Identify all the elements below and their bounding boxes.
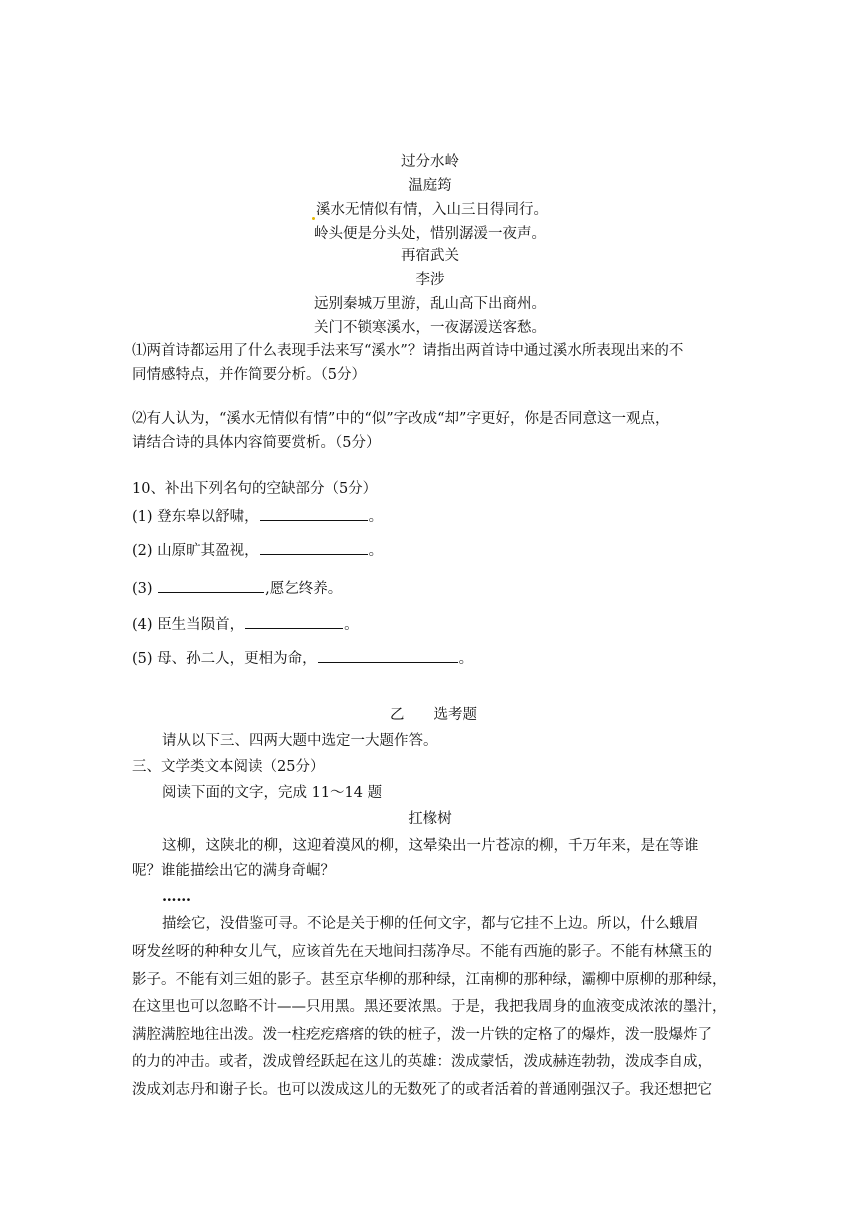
- fill-item-3-prompt: (3): [132, 581, 158, 597]
- poem1-author: 温庭筠: [408, 178, 452, 194]
- fill-item-5-prompt: (5) 母、孙二人，更相为命，: [132, 651, 317, 667]
- poem2-line2: 关门不锁寒溪水，一夜潺湲送客愁。: [314, 320, 546, 336]
- poem1-line1: [0, 200, 860, 220]
- fill-item-1-end: 。: [368, 509, 384, 525]
- fill-item-3-end: ,愿乞终养。: [265, 581, 343, 597]
- para2-line: 描绘它，没借鉴可寻。不论是关于柳的任何文字，都与它挂不上边。所以，什么蛾眉: [162, 916, 699, 932]
- fill-item-2: [132, 540, 383, 561]
- para2-line: 的力的冲击。或者，泼成曾经跃起在这儿的英雄：泼成蒙恬，泼成赫连勃勃，泼成李自成，: [132, 1054, 712, 1070]
- ellipsis: ……: [162, 888, 191, 905]
- fill-item-1-prompt: (1) 登东皋以舒啸，: [132, 509, 259, 525]
- poem1-line1-text: 溪水无情似有情，入山三日得同行。: [316, 202, 548, 218]
- para1-line1: 这柳，这陕北的柳，这迎着漠风的柳，这晕染出一片苍凉的柳，千万年来，是在等谁: [162, 838, 699, 854]
- poem1-title: 过分水岭: [401, 154, 459, 170]
- question-9-1-line2: 同情感特点，并作简要分析。（5分）: [132, 367, 366, 383]
- para2-line: 在这里也可以忽略不计——只用黑。黑还要浓黑。于是，我把我周身的血液变成浓浓的墨汁，: [132, 999, 727, 1015]
- fill-item-5: [132, 648, 473, 669]
- mark-dot-icon: [312, 217, 315, 220]
- fill-item-4: [132, 614, 359, 635]
- question-10-title: 10、补出下列名句的空缺部分（5分）: [132, 481, 378, 497]
- poem2-title: 再宿武关: [401, 248, 459, 264]
- question-9-2-line1: ⑵有人认为，“溪水无情似有情”中的“似”字改成“却”字更好，你是否同意这一观点，: [132, 411, 670, 427]
- fill-item-1: [132, 506, 383, 527]
- fill-blank-2[interactable]: [260, 540, 368, 555]
- para1-line2: 呢？谁能描绘出它的满身奇崛？: [132, 863, 335, 879]
- section-yi-title: 乙 选考题: [390, 707, 477, 723]
- para2-line: 影子。不能有刘三姐的影子。甚至京华柳的那种绿，江南柳的那种绿，灞柳中原柳的那种绿，: [132, 972, 727, 988]
- section-yi-instruction: 请从以下三、四两大题中选定一大题作答。: [162, 733, 438, 749]
- poem2-author: 李涉: [415, 272, 445, 288]
- fill-blank-5[interactable]: [318, 648, 458, 663]
- para2-line: 满腔满腔地往出泼。泼一柱疙疙瘩瘩的铁的桩子，泼一片铁的定格了的爆炸，泼一股爆炸了: [132, 1027, 712, 1043]
- section-3-instruction: 阅读下面的文字，完成 11～14 题: [162, 785, 383, 801]
- para2-line: 泼成刘志丹和谢子长。也可以泼成这儿的无数死了的或者活着的普通刚强汉子。我还想把它: [132, 1082, 712, 1098]
- question-9-2-line2: 请结合诗的具体内容简要赏析。（5分）: [132, 435, 381, 451]
- fill-blank-4[interactable]: [245, 614, 343, 629]
- fill-item-3: [132, 578, 342, 599]
- article-title: 扛椽树: [408, 811, 452, 827]
- fill-blank-1[interactable]: [260, 506, 368, 521]
- section-3-title: 三、文学类文本阅读（25分）: [132, 759, 325, 775]
- poem2-line1: 远别秦城万里游，乱山高下出商州。: [314, 296, 546, 312]
- fill-blank-3[interactable]: [158, 578, 264, 593]
- fill-item-4-end: 。: [344, 617, 359, 633]
- fill-item-2-prompt: (2) 山原旷其盈视，: [132, 543, 259, 559]
- para2-line: 呀发丝呀的种种女儿气，应该首先在天地间扫荡净尽。不能有西施的影子。不能有林黛玉的: [132, 944, 712, 960]
- question-9-1-line1: ⑴两首诗都运用了什么表现手法来写“溪水”？请指出两首诗中通过溪水所表现出来的不: [132, 343, 684, 359]
- fill-item-4-prompt: (4) 臣生当陨首，: [132, 617, 245, 633]
- poem1-line2: 岭头便是分头处，惜别潺湲一夜声。: [314, 226, 546, 242]
- fill-item-5-end: 。: [458, 651, 474, 667]
- fill-item-2-end: 。: [368, 543, 384, 559]
